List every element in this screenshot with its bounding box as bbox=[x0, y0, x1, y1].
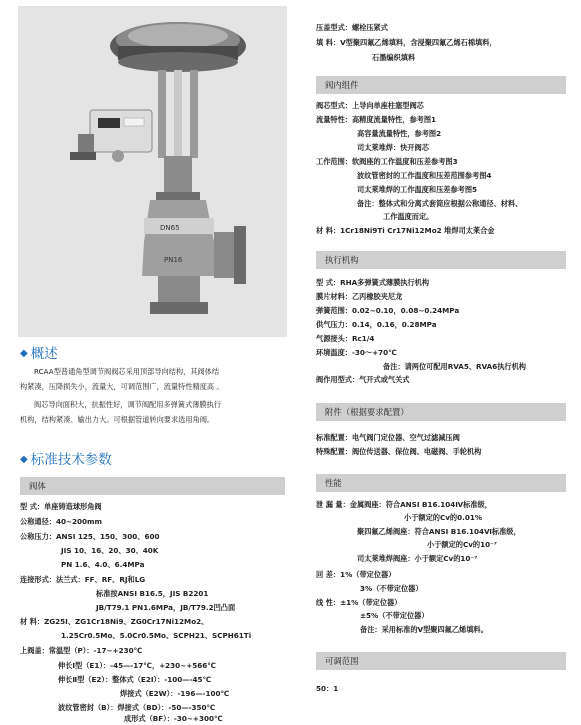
spec-line: 材 料：1Cr18Ni9Ti Cr17Ni12Mo2 堆焊司太莱合金 bbox=[316, 226, 495, 235]
body-label-1: DN65 bbox=[160, 224, 180, 232]
spec-line: 备注：整体式和分离式套筒应根据公称通径、材料、 bbox=[357, 199, 523, 208]
spec-line: 流量特性：高精度流量特性，参考图1 bbox=[316, 115, 437, 124]
actuator-section-title: 执行机构 bbox=[316, 251, 566, 269]
body-label-2: PN16 bbox=[164, 256, 183, 264]
spec-line: 工作范围：软阀座的工作温度和压差参考图3 bbox=[316, 157, 458, 166]
spec-line: 司太莱堆焊的工作温度和压差参考图5 bbox=[357, 185, 478, 194]
spec-line: 线 性：±1%（带定位器） bbox=[316, 598, 402, 607]
spec-line: JIS 10、16、20、30、40K bbox=[61, 546, 159, 555]
spec-line: 备注：采用标准的V型聚四氟乙烯填料。 bbox=[360, 625, 488, 634]
control-valve-illustration bbox=[18, 6, 287, 337]
spec-line: 气源接头：Rc1/4 bbox=[316, 334, 375, 343]
overview-text: RCAA型普通角型调节阀阀芯采用顶部导向结构，其阀体结 构紧凑，压降损失小，流量大，可调范围广，流量特性精度高 。 阀芯导向面积大，抗振性好，调节阀配用多弹簧式薄膜执行 机构，结构紧凑、输出力大。可根据管道转向要求选用角阀。 bbox=[20, 367, 224, 424]
spec-line: 阀芯型式：上导向单座柱塞型阀芯 bbox=[316, 101, 424, 110]
spec-line: 公称压力：ANSI 125、150、300、600 bbox=[20, 532, 160, 541]
spec-line: 公称通径：40~200mm bbox=[20, 517, 102, 526]
spec-line: 高容量流量特性，参考图2 bbox=[357, 129, 442, 138]
spec-line: 成形式（BF）：-30~+300℃ bbox=[124, 714, 223, 723]
accessory-section-title: 附件（根据要求配置） bbox=[316, 403, 566, 421]
spec-line: 3%（不带定位器） bbox=[360, 584, 423, 593]
spec-line: 供气压力：0.14，0.16，0.28MPa bbox=[316, 320, 437, 329]
spec-line: 标准配置：电气阀门定位器、空气过滤减压阀 bbox=[316, 433, 460, 442]
performance-section-title: 性能 bbox=[316, 474, 566, 492]
rangeability-value: 50：1 bbox=[316, 684, 339, 693]
range-section-title: 可调范围 bbox=[316, 652, 566, 670]
spec-line: 环境温度：-30～+70℃ bbox=[316, 348, 397, 357]
spec-line: 弹簧范围：0.02~0.10，0.08~0.24MPa bbox=[316, 306, 460, 315]
spec-line: 小于额定的Cv的10⁻⁷ bbox=[427, 540, 498, 549]
spec-line: 伸长Ⅱ型（E2）：整体式（E2I）：-100—-45℃ bbox=[58, 675, 212, 684]
spec-line: 工作温度而定。 bbox=[383, 212, 434, 221]
spec-line: 标准按ANSI B16.5，JIS B2201 bbox=[96, 589, 209, 598]
spec-line: 石墨编织填料 bbox=[372, 53, 416, 62]
spec-line: 1.25Cr0.5Mo、5.0Cr0.5Mo、SCPH21、SCPH61Ti bbox=[61, 631, 252, 640]
valve-photo bbox=[18, 6, 287, 337]
spec-heading: ◆ 标准技术参数 bbox=[20, 452, 112, 468]
body-section-title: 阀体 bbox=[20, 477, 285, 495]
spec-line: 压盖型式：螺栓压紧式 bbox=[316, 23, 388, 32]
spec-line: JB/T79.1 PN1.6MPa，JB/T79.2凹凸面 bbox=[96, 603, 236, 612]
spec-line: 司太莱堆焊阀座：小于额定Cv的10⁻⁷ bbox=[357, 554, 478, 563]
spec-line: 特殊配置：阀位传送器、保位阀、电磁阀、手轮机构 bbox=[316, 447, 482, 456]
spec-line: ±5%（不带定位器） bbox=[360, 611, 429, 620]
spec-line: 型 式：单座铸造球形角阀 bbox=[20, 502, 102, 511]
spec-line: 连接形式：法兰式：FF、RF、RJ和LG bbox=[20, 575, 146, 584]
diamond-icon: ◆ bbox=[20, 348, 28, 359]
spec-line: 回 差：1%（带定位器） bbox=[316, 570, 396, 579]
spec-line: 上阀盖：常温型（P）：-17~+230℃ bbox=[20, 646, 143, 655]
spec-line: 型 式：RHA多弹簧式薄膜执行机构 bbox=[316, 278, 430, 287]
diamond-icon: ◆ bbox=[20, 454, 28, 465]
spec-line: 膜片材料：乙丙橡胶夹尼龙 bbox=[316, 292, 403, 301]
spec-line: PN 1.6、4.0、6.4MPa bbox=[61, 560, 145, 569]
spec-line: 司太莱堆焊：快开阀芯 bbox=[357, 143, 429, 152]
spec-line: 伸长Ⅰ型（E1）：-45—-17℃，+230~+566℃ bbox=[58, 661, 216, 670]
spec-line: 备注：请两位可配用RVA5、RVA6执行机构 bbox=[383, 362, 526, 371]
spec-line: 焊接式（E2W）：-196—-100℃ bbox=[120, 689, 230, 698]
spec-line: 聚四氟乙烯阀座：符合ANSI B16.104Ⅵ标准级， bbox=[357, 527, 521, 536]
spec-line: 阀作用型式：气开式或气关式 bbox=[316, 375, 410, 384]
spec-line: 小于额定的Cv的0.01% bbox=[404, 513, 483, 522]
spec-line: 填 料：V型聚四氟乙烯填料，含浸聚四氟乙烯石棉填料， bbox=[316, 38, 497, 47]
spec-line: 泄 漏 量：金属阀座：符合ANSI B16.104Ⅳ标准级， bbox=[316, 500, 492, 509]
spec-line: 波纹管密封（B）：焊接式（BD）：-50—-350℃ bbox=[58, 703, 216, 712]
overview-heading: ◆ 概述 bbox=[20, 346, 58, 362]
spec-line: 材 料：ZG25I、ZG1Cr18Ni9、ZG0Cr17Ni12Mo2、 bbox=[20, 617, 209, 626]
spec-line: 波纹管密封的工作温度和压差范围参考图4 bbox=[357, 171, 492, 180]
trim-section-title: 阀内组件 bbox=[316, 76, 566, 94]
